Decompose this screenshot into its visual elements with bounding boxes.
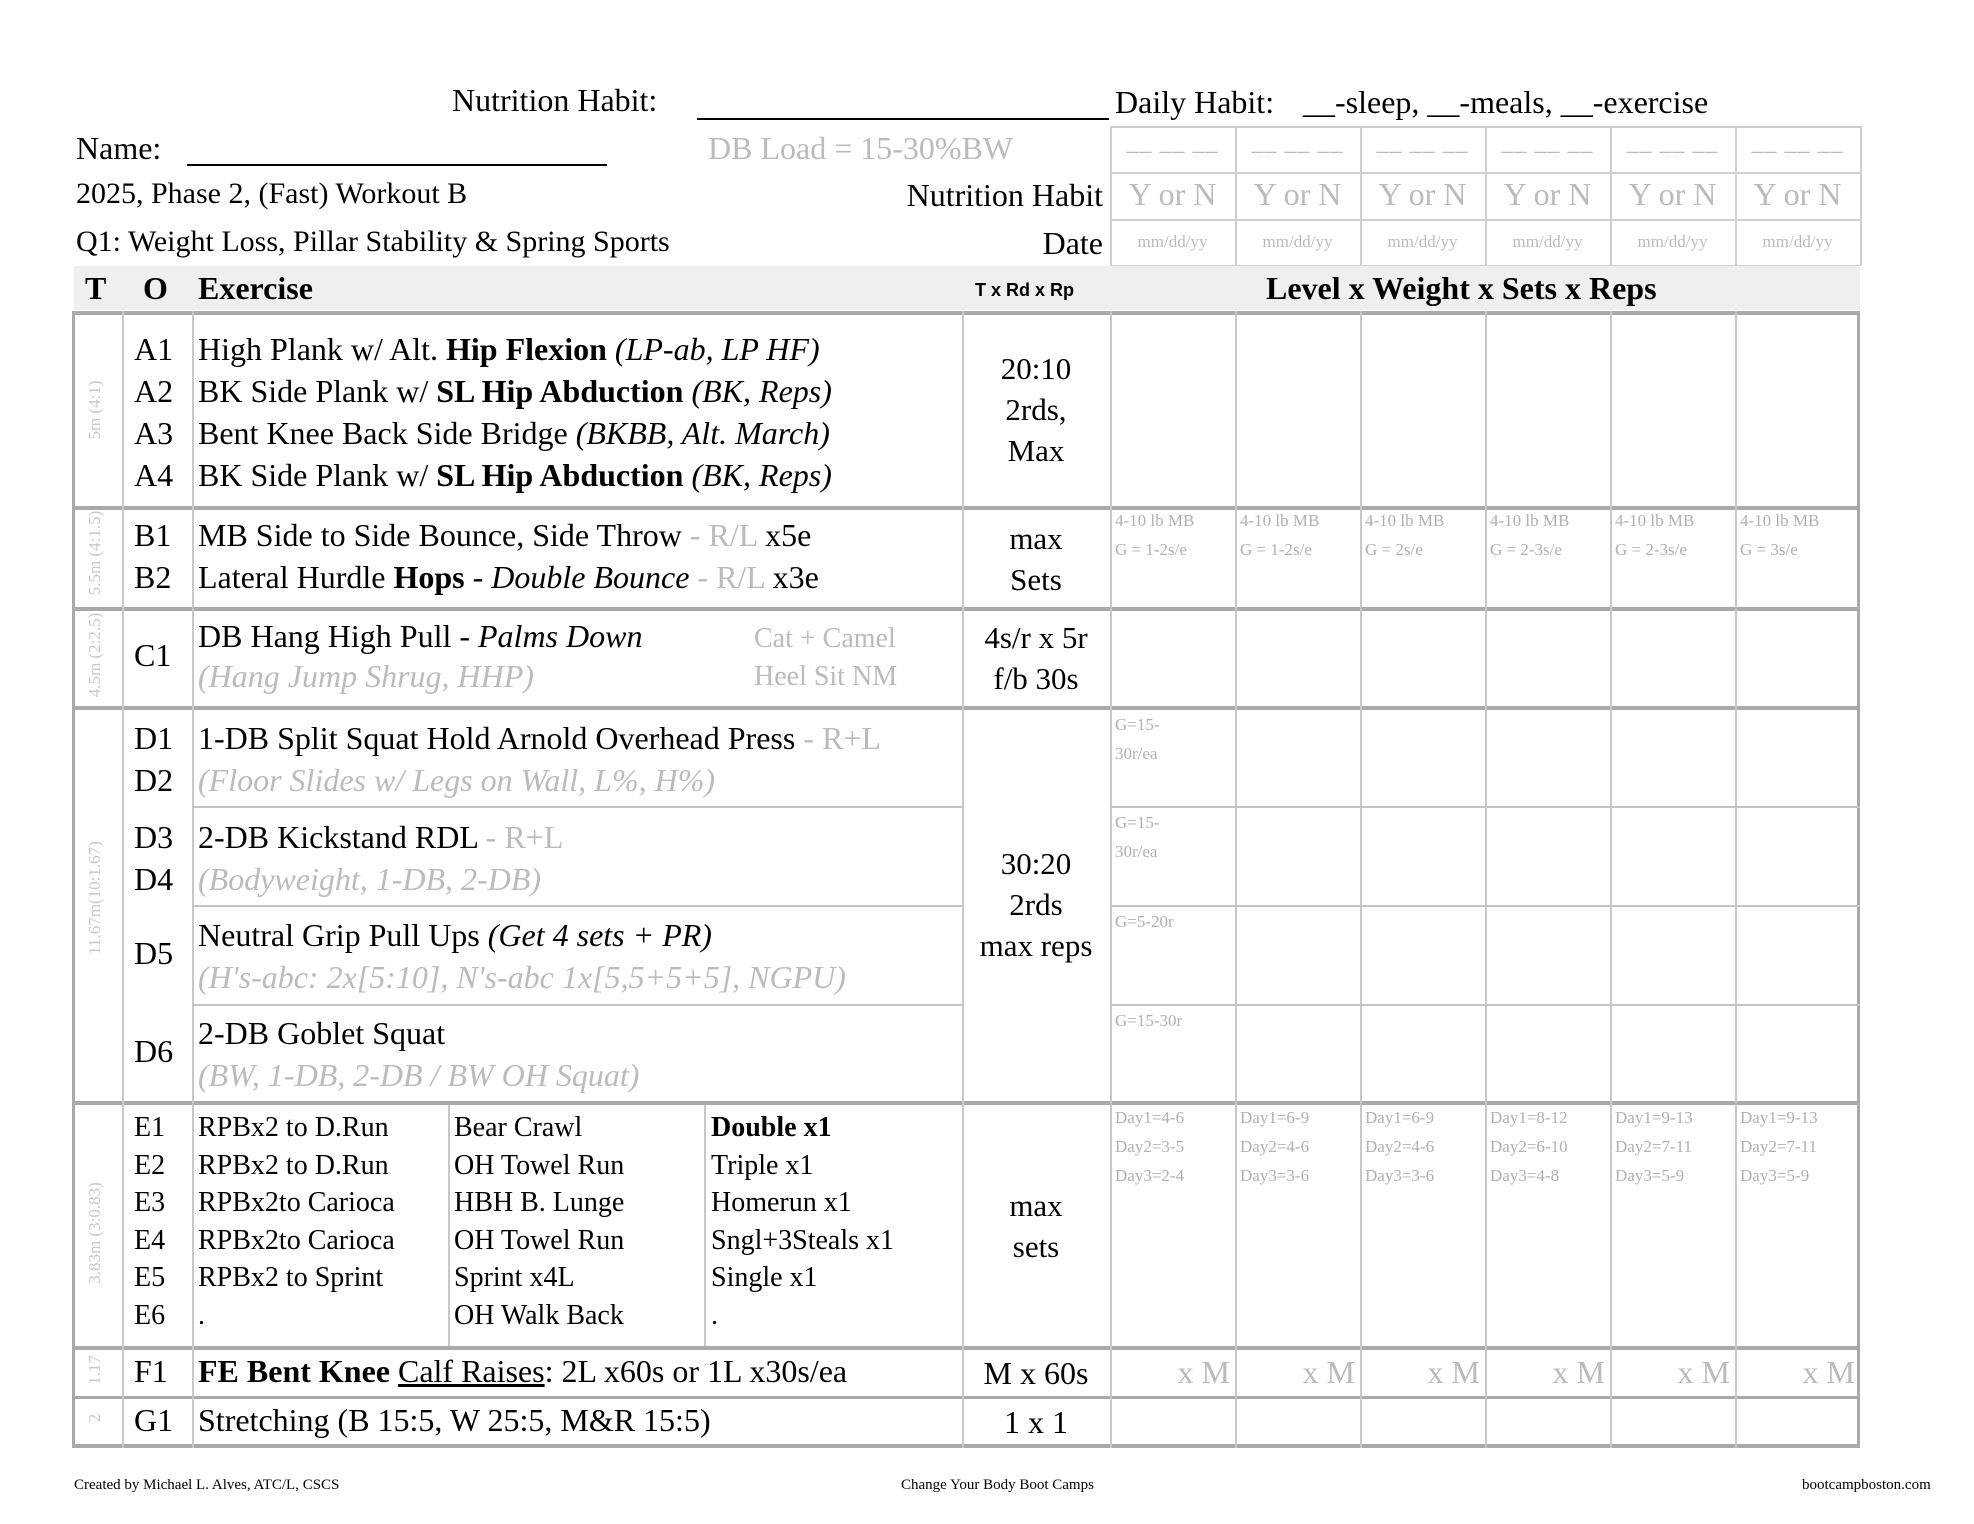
e-note: Day1=9-13 Day2=7-11 Day3=5-9: [1740, 1108, 1818, 1185]
e-code: E6: [134, 1299, 166, 1331]
e-col2-item: Bear Crawl: [454, 1112, 583, 1143]
date-field[interactable]: mm/dd/yy: [1262, 232, 1333, 251]
section-c-code: C1: [134, 637, 172, 673]
e-note: Day1=6-9 Day2=4-6 Day3=3-6: [1240, 1108, 1310, 1185]
b-note: 4-10 lb MB G = 3s/e: [1740, 511, 1820, 559]
section-divider: [72, 607, 1860, 611]
week-blank[interactable]: __ __ __: [1376, 130, 1469, 156]
nutrition-habit-field[interactable]: [697, 118, 1109, 120]
section-divider: [72, 1396, 1860, 1399]
f-xm-field[interactable]: x M: [1427, 1354, 1480, 1390]
section-g-trd: 1 x 1: [1004, 1404, 1068, 1440]
table-right-border: [1857, 311, 1860, 1448]
daily-habit-label: Daily Habit:: [1115, 84, 1275, 120]
section-a-codes: A1 A2 A3 A4: [134, 331, 174, 493]
section-divider: [72, 1346, 1860, 1350]
col-exercise: Exercise: [198, 270, 313, 306]
section-e-time: 3.83m (3:0.83): [85, 1182, 104, 1284]
yn-field[interactable]: Y or N: [1128, 176, 1217, 212]
e-code: E1: [134, 1112, 166, 1143]
section-b-codes: B1 B2: [134, 517, 172, 595]
f-xm-field[interactable]: x M: [1177, 1354, 1230, 1390]
date-field[interactable]: mm/dd/yy: [1387, 232, 1458, 251]
b-note: 4-10 lb MB G = 1-2s/e: [1115, 511, 1195, 559]
section-c-time: 4.5m (2:2.5): [85, 612, 104, 698]
e-col2-item: OH Towel Run: [454, 1224, 625, 1256]
exercise-f1: FE Bent Knee Calf Raises: 2L x60s or 1L x30s/ea: [198, 1353, 848, 1389]
exercise-d3: 2-DB Kickstand RDL - R+L (Bodyweight, 1-DB, 2-DB): [198, 819, 564, 897]
db-load: DB Load = 15-30%BW: [708, 130, 1014, 166]
row-date-label: Date: [1042, 225, 1103, 261]
section-a-exercises: [198, 328, 832, 496]
exercise-a4: BK Side Plank w/ SL Hip Abduction (BK, Reps): [198, 457, 832, 493]
section-divider: [72, 506, 1860, 510]
b-note: 4-10 lb MB G = 2-3s/e: [1490, 511, 1570, 559]
exercise-a1: High Plank w/ Alt. Hip Flexion (LP-ab, LP HF): [198, 331, 820, 367]
section-divider: [72, 1444, 1860, 1448]
d-row-line: [192, 1004, 962, 1006]
section-d-code-6: D6: [134, 1033, 174, 1069]
e-col2-item: Sprint x4L: [454, 1262, 575, 1293]
e-col3-item: .: [711, 1299, 718, 1331]
section-a-time: 5m (4:1): [85, 380, 104, 440]
section-c-warmup: Cat + Camel Heel Sit NM: [754, 623, 898, 692]
yn-field[interactable]: Y or N: [1378, 176, 1467, 212]
e-col1-item: RPBx2 to Sprint: [198, 1262, 384, 1293]
day-col-line: [1235, 311, 1237, 1448]
section-g-time: 2: [85, 1413, 104, 1423]
e-note: Day1=8-12 Day2=6-10 Day3=4-8: [1490, 1108, 1568, 1185]
day-col-line: [1485, 311, 1487, 1448]
col-t: T: [85, 270, 107, 306]
section-f-code: F1: [134, 1353, 168, 1389]
e-col3-item: Single x1: [711, 1262, 818, 1293]
exercise-a3: Bent Knee Back Side Bridge (BKBB, Alt. March): [198, 415, 830, 451]
section-b-time: 5.5m (4:1.5): [85, 510, 104, 596]
table-col-line: [122, 311, 124, 1448]
b-note: 4-10 lb MB G = 2-3s/e: [1615, 511, 1695, 559]
day-col-line: [1110, 311, 1112, 1448]
col-o: O: [143, 270, 168, 306]
f-xm-field[interactable]: x M: [1552, 1354, 1605, 1390]
e-code: E5: [134, 1262, 166, 1293]
d-note: G=15- 30r/ea: [1115, 813, 1160, 861]
e-col1-item: .: [198, 1299, 205, 1331]
e-code: E4: [134, 1224, 166, 1256]
exercise-d5: Neutral Grip Pull Ups (Get 4 sets + PR) (H's-abc: 2x[5:10], N's-abc 1x[5,5+5+5], NGPU): [198, 917, 846, 995]
d-note: G=15-30r: [1115, 1011, 1183, 1030]
week-blank[interactable]: __ __ __: [1251, 130, 1344, 156]
header-grid-vline: [1860, 126, 1862, 266]
d-note: G=15- 30r/ea: [1115, 715, 1160, 763]
e-col1-item: RPBx2 to D.Run: [198, 1149, 389, 1181]
e-subcol-line: [704, 1105, 706, 1346]
section-b-exercises: [198, 514, 819, 598]
section-f-trd: M x 60s: [983, 1355, 1089, 1391]
exercise-g1: Stretching (B 15:5, W 25:5, M&R 15:5): [198, 1402, 711, 1438]
section-divider: [72, 1101, 1860, 1105]
table-col-line: [192, 311, 194, 1448]
yn-field[interactable]: Y or N: [1753, 176, 1842, 212]
d-day-row-line: [1110, 905, 1860, 907]
daily-habit-items: __-sleep, __-meals, __-exercise: [1303, 84, 1709, 120]
section-c-trd: 4s/r x 5r f/b 30s: [984, 620, 1088, 696]
footer-author: Created by Michael L. Alves, ATC/L, CSCS: [74, 1477, 340, 1493]
e-col3-item: Sngl+3Steals x1: [711, 1224, 895, 1256]
section-b-trd: max Sets: [1009, 521, 1063, 597]
d-row-line: [192, 806, 962, 808]
exercise-b2: Lateral Hurdle Hops - Double Bounce - R/L x3e: [198, 559, 819, 595]
exercise-c1: DB Hang High Pull - Palms Down (Hang Jump Shrug, HHP): [198, 618, 643, 694]
f-xm-field[interactable]: x M: [1802, 1354, 1855, 1390]
e-col3-item: Triple x1: [711, 1149, 814, 1181]
name-field[interactable]: [187, 164, 607, 166]
table-left-border: [72, 311, 75, 1448]
section-divider: [72, 706, 1860, 710]
footer-website[interactable]: bootcampboston.com: [1802, 1477, 1931, 1493]
col-trdrp: T x Rd x Rp: [975, 280, 1075, 300]
e-col2-item: OH Towel Run: [454, 1149, 625, 1181]
nutrition-habit-label: Nutrition Habit:: [452, 82, 658, 118]
yn-field[interactable]: Y or N: [1628, 176, 1717, 212]
quarter-focus: Q1: Weight Loss, Pillar Stability & Spring Sports: [76, 225, 670, 258]
date-field[interactable]: mm/dd/yy: [1512, 232, 1583, 251]
section-d-time: 11.67m(10:1.67): [85, 841, 104, 955]
e-col1-item: RPBx2to Carioca: [198, 1187, 395, 1218]
e-note: Day1=9-13 Day2=7-11 Day3=5-9: [1615, 1108, 1693, 1185]
date-field[interactable]: mm/dd/yy: [1637, 232, 1708, 251]
e-note: Day1=6-9 Day2=4-6 Day3=3-6: [1365, 1108, 1435, 1185]
e-col3-item: Double x1: [711, 1112, 832, 1143]
e-code: E3: [134, 1187, 166, 1218]
e-col1-item: RPBx2 to D.Run: [198, 1112, 389, 1143]
section-g-code: G1: [134, 1402, 174, 1438]
col-level: Level x Weight x Sets x Reps: [1266, 270, 1657, 306]
e-note: Day1=4-6 Day2=3-5 Day3=2-4: [1115, 1108, 1185, 1185]
section-d-trd: 30:20 2rds max reps: [979, 846, 1093, 963]
section-divider: [72, 311, 1860, 315]
day-col-line: [1610, 311, 1612, 1448]
d-row-line: [192, 905, 962, 907]
section-f-time: 1.17: [85, 1355, 104, 1385]
f-xm-field[interactable]: x M: [1302, 1354, 1355, 1390]
workout-title: 2025, Phase 2, (Fast) Workout B: [76, 177, 468, 210]
exercise-d1: 1-DB Split Squat Hold Arnold Overhead Press - R+L (Floor Slides w/ Legs on Wall, L%, H%): [198, 720, 881, 798]
d-note: G=5-20r: [1115, 912, 1174, 931]
yn-field[interactable]: Y or N: [1253, 176, 1342, 212]
exercise-b1: MB Side to Side Bounce, Side Throw - R/L x5e: [198, 517, 812, 553]
week-blank[interactable]: __ __ __: [1126, 130, 1219, 156]
e-col2-item: OH Walk Back: [454, 1299, 624, 1331]
date-field[interactable]: mm/dd/yy: [1762, 232, 1833, 251]
date-field[interactable]: mm/dd/yy: [1137, 232, 1208, 251]
d-day-row-line: [1110, 1004, 1860, 1006]
e-col1-item: RPBx2to Carioca: [198, 1224, 395, 1256]
section-d-codes-2: D3 D4: [134, 819, 174, 897]
exercise-d6: 2-DB Goblet Squat (BW, 1-DB, 2-DB / BW OH Squat): [198, 1015, 640, 1093]
footer-center: Change Your Body Boot Camps: [901, 1477, 1094, 1493]
name-label: Name:: [76, 130, 162, 166]
week-blank[interactable]: __ __ __: [1501, 130, 1594, 156]
yn-field[interactable]: Y or N: [1503, 176, 1592, 212]
e-code: E2: [134, 1149, 166, 1181]
e-subcol-line: [448, 1105, 450, 1346]
b-note: 4-10 lb MB G = 1-2s/e: [1240, 511, 1320, 559]
week-blank[interactable]: __ __ __: [1626, 130, 1719, 156]
row-nutrition-label: Nutrition Habit: [906, 177, 1103, 213]
section-e-trd: max sets: [1009, 1188, 1063, 1264]
f-xm-field[interactable]: x M: [1677, 1354, 1730, 1390]
section-d-code-5: D5: [134, 935, 174, 971]
day-col-line: [1360, 311, 1362, 1448]
section-a-trd: 20:10 2rds, Max: [1000, 351, 1072, 468]
day-col-line: [1735, 311, 1737, 1448]
e-col2-item: HBH B. Lunge: [454, 1187, 625, 1218]
section-d-codes-1: D1 D2: [134, 720, 174, 798]
b-note: 4-10 lb MB G = 2s/e: [1365, 511, 1445, 559]
d-day-row-line: [1110, 806, 1860, 808]
week-blank[interactable]: __ __ __: [1751, 130, 1844, 156]
e-col3-item: Homerun x1: [711, 1187, 852, 1218]
exercise-a2: BK Side Plank w/ SL Hip Abduction (BK, Reps): [198, 373, 832, 409]
